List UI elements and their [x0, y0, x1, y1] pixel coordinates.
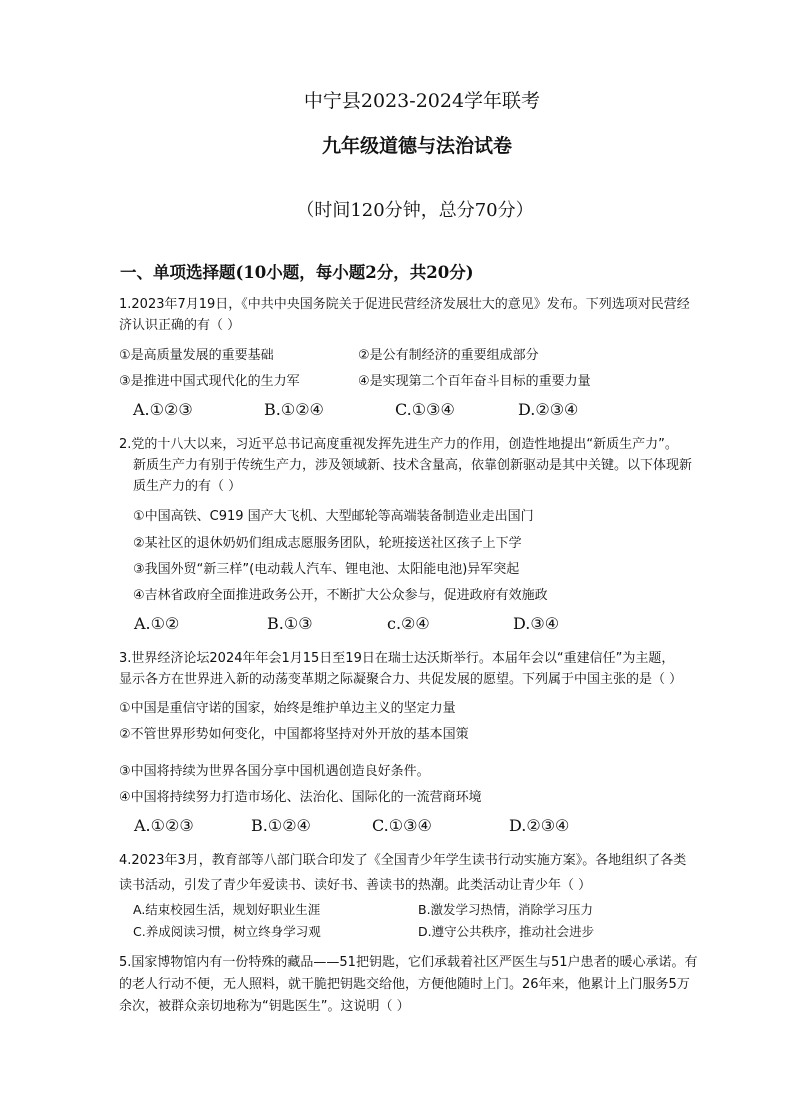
statement: ④中国将持续努力打造市场化、法治化、国际化的一流营商环境 [119, 790, 482, 805]
question-text: 1.2023年7月19日，《中共中央国务院关于促进民营经济发展壮大的意见》发布。下列选项对民营经 [119, 297, 690, 312]
question-text: 质生产力的有（ ） [133, 479, 242, 494]
answer-option: B.①②④ [251, 816, 311, 835]
statement: ①是高质量发展的重要基础 [119, 348, 274, 363]
answer-option: C.①③④ [395, 400, 455, 419]
statement: ②某社区的退休奶奶们组成志愿服务团队，轮班接送社区孩子上下学 [133, 536, 522, 551]
question-text: 4.2023年3月，教育部等八部门联合印发了《全国青少年学生读书行动实施方案》。各地组织了各类 [119, 853, 687, 868]
statement: ③中国将持续为世界各国分享中国机遇创造良好条件。 [119, 764, 430, 779]
choice-option: D.遵守公共秩序，推动社会进步 [418, 924, 595, 939]
answer-option: D.③④ [513, 614, 560, 633]
choice-option: A.结束校园生活，规划好职业生涯 [133, 902, 321, 917]
answer-option: B.①②④ [264, 400, 324, 419]
question-text: 2.党的十八大以来，习近平总书记高度重视发挥先进生产力的作用，创造性地提出“新质生产力”。 [119, 437, 678, 452]
question-text: 新质生产力有别于传统生产力，涉及领域新、技术含量高，依靠创新驱动是其中关键。以下体现新 [133, 458, 693, 473]
answer-option: C.①③④ [372, 816, 432, 835]
choice-option: B.激发学习热情，消除学习压力 [418, 902, 594, 917]
section-heading: 一、单项选择题(10小题，每小题2分，共20分) [120, 263, 474, 282]
answer-option: A.①②③ [133, 400, 193, 419]
statement: ④吉林省政府全面推进政务公开，不断扩大公众参与，促进政府有效施政 [133, 588, 548, 603]
answer-option: c.②④ [387, 614, 430, 633]
question-text: 余次，被群众亲切地称为“钥匙医生”。这说明（ ） [119, 999, 410, 1014]
statement: ④是实现第二个百年奋斗目标的重要力量 [358, 374, 591, 389]
choice-option: C.养成阅读习惯，树立终身学习观 [133, 924, 321, 939]
statement: ①中国高铁、C919 国产大飞机、大型邮轮等高端装备制造业走出国门 [133, 509, 534, 524]
statement: ③是推进中国式现代化的生力军 [119, 374, 300, 389]
answer-option: A.①② [134, 614, 180, 633]
exam-title: 中宁县2023-2024学年联考 [303, 90, 541, 112]
answer-option: D.②③④ [509, 816, 570, 835]
question-text: 显示各方在世界进入新的动荡变革期之际凝聚合力、共促发展的愿望。下列属于中国主张的是（ ） [119, 672, 683, 687]
question-text: 3.世界经济论坛2024年年会1月15日至19日在瑞士达沃斯举行。本届年会以“重建信任”为主题， [119, 651, 675, 666]
statement: ①中国是重信守诺的国家，始终是维护单边主义的坚定力量 [119, 701, 456, 716]
answer-option: A.①②③ [134, 816, 194, 835]
statement: ②是公有制经济的重要组成部分 [358, 348, 539, 363]
answer-option: B.①③ [267, 614, 313, 633]
question-text: 读书活动，引发了青少年爱读书、读好书、善读书的热潮。此类活动让青少年（ ） [119, 878, 592, 893]
answer-option: D.②③④ [518, 400, 579, 419]
statement: ②不管世界形势如何变化，中国都将坚持对外开放的基本国策 [119, 727, 469, 742]
question-text: 济认识正确的有（ ） [119, 318, 241, 333]
exam-subtitle: 九年级道德与法治试卷 [321, 135, 512, 157]
question-text: 5.国家博物馆内有一份特殊的藏品——51把钥匙，它们承载着社区严医生与51户患者的暖心承诺。有 [119, 955, 698, 970]
exam-time-note: （时间120分钟，总分70分） [296, 200, 534, 221]
question-text: 的老人行动不便，无人照料，就干脆把钥匙交给他，方便他随时上门。26年来，他累计上门服务5万 [119, 977, 690, 992]
statement: ③我国外贸“新三样”(电动载人汽车、锂电池、太阳能电池)异军突起 [133, 562, 520, 577]
